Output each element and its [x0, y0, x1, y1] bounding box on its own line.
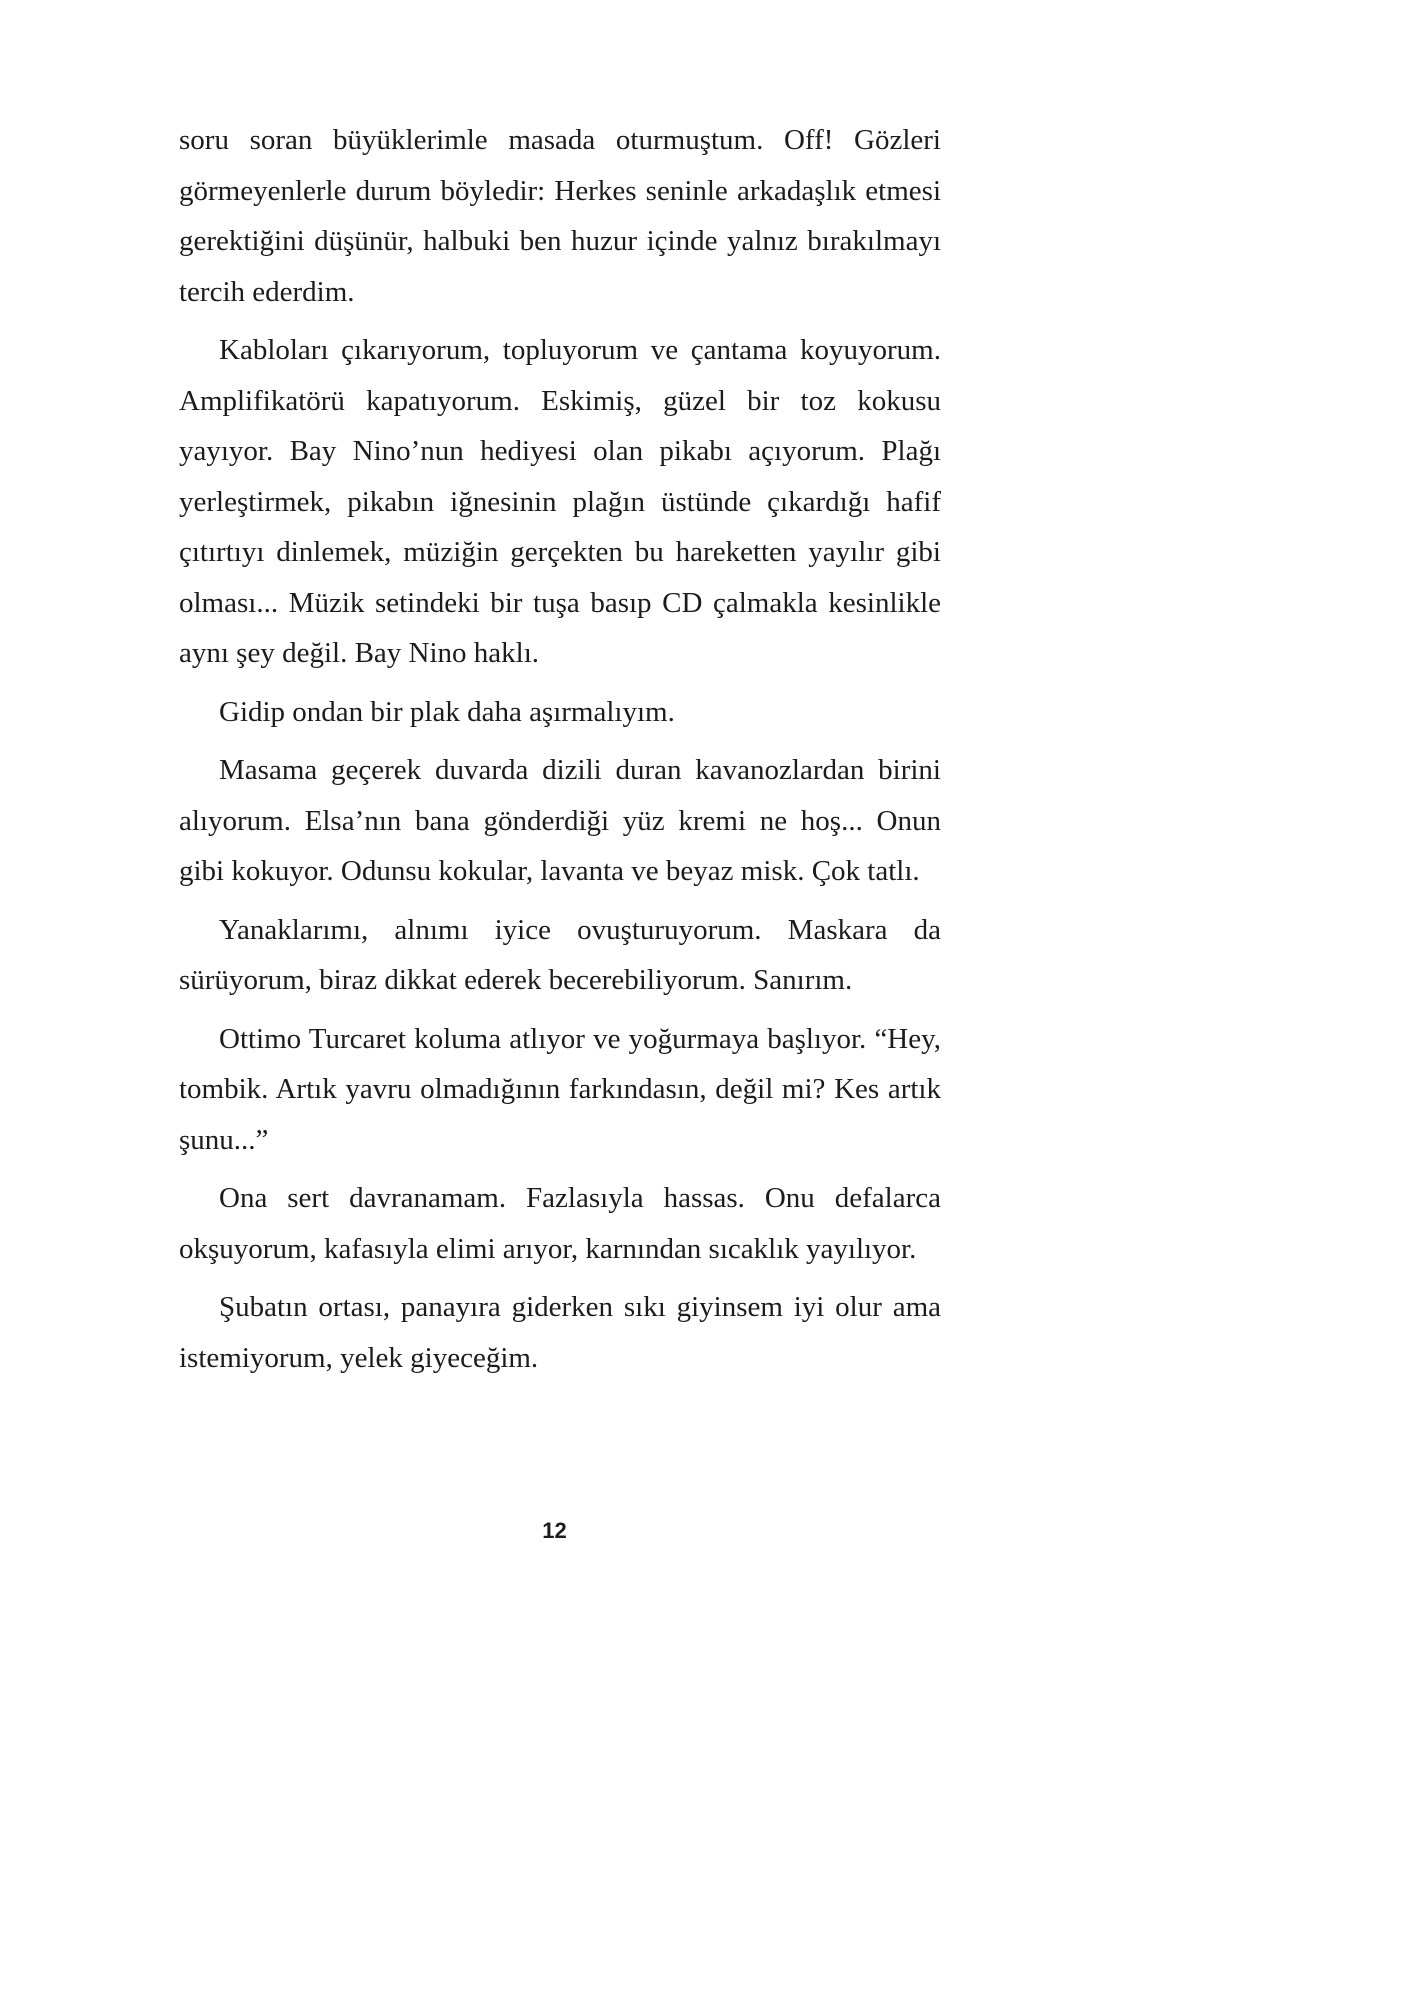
- paragraph-5: Yanaklarımı, alnımı iyice ovuşturuyorum. Maskara da sürüyorum, biraz dikkat ederek becerebiliyorum. Sanırım.: [179, 913, 941, 996]
- paragraph-6: Ottimo Turcaret koluma atlıyor ve yoğurmaya başlıyor. “Hey, tombik. Artık yavru olmadığının farkındasın, değil mi? Kes artık şunu...”: [179, 1022, 941, 1156]
- page-number: 12: [542, 1518, 567, 1543]
- paragraph-4: Masama geçerek duvarda dizili duran kavanozlardan birini alıyorum. Elsa’nın bana gönderdiği yüz kremi ne hoş... Onun gibi kokuyor. Odunsu kokular, lavanta ve beyaz misk. Çok tatlı.: [179, 754, 941, 887]
- paragraph-2: Kabloları çıkarıyorum, topluyorum ve çantama koyuyorum. Amplifikatörü kapatıyorum. Eskimiş, güzel bir toz kokusu yayıyor. Bay Nino’nun hediyesi olan pikabı açıyorum. Plağı yerleştirmek, pikabın iğnesinin plağın üstünde çıkardığı hafif çıtırtıyı dinlemek, müziğin gerçekten bu hareketten yayılır gibi olması... Müzik setindeki bir tuşa basıp CD çalmakla kesinlikle aynı şey değil. Bay Nino haklı.: [179, 334, 941, 669]
- paragraph-8: Şubatın ortası, panayıra giderken sıkı giyinsem iyi olur ama istemiyorum, yelek giyeceğim.: [179, 1291, 941, 1374]
- paragraph-3: Gidip ondan bir plak daha aşırmalıyım.: [219, 695, 675, 728]
- body-text: [179, 115, 941, 1391]
- paragraph-7: Ona sert davranamam. Fazlasıyla hassas. Onu defalarca okşuyorum, kafasıyla elimi arıyor, karnından sıcaklık yayılıyor.: [179, 1182, 941, 1265]
- paragraph-1: soru soran büyüklerimle masada oturmuştum. Off! Gözleri görmeyenlerle durum böyledir: Herkes seninle arkadaşlık etmesi gerektiğini düşünür, halbuki ben huzur içinde yalnız bırakılmayı tercih ederdim.: [179, 124, 941, 308]
